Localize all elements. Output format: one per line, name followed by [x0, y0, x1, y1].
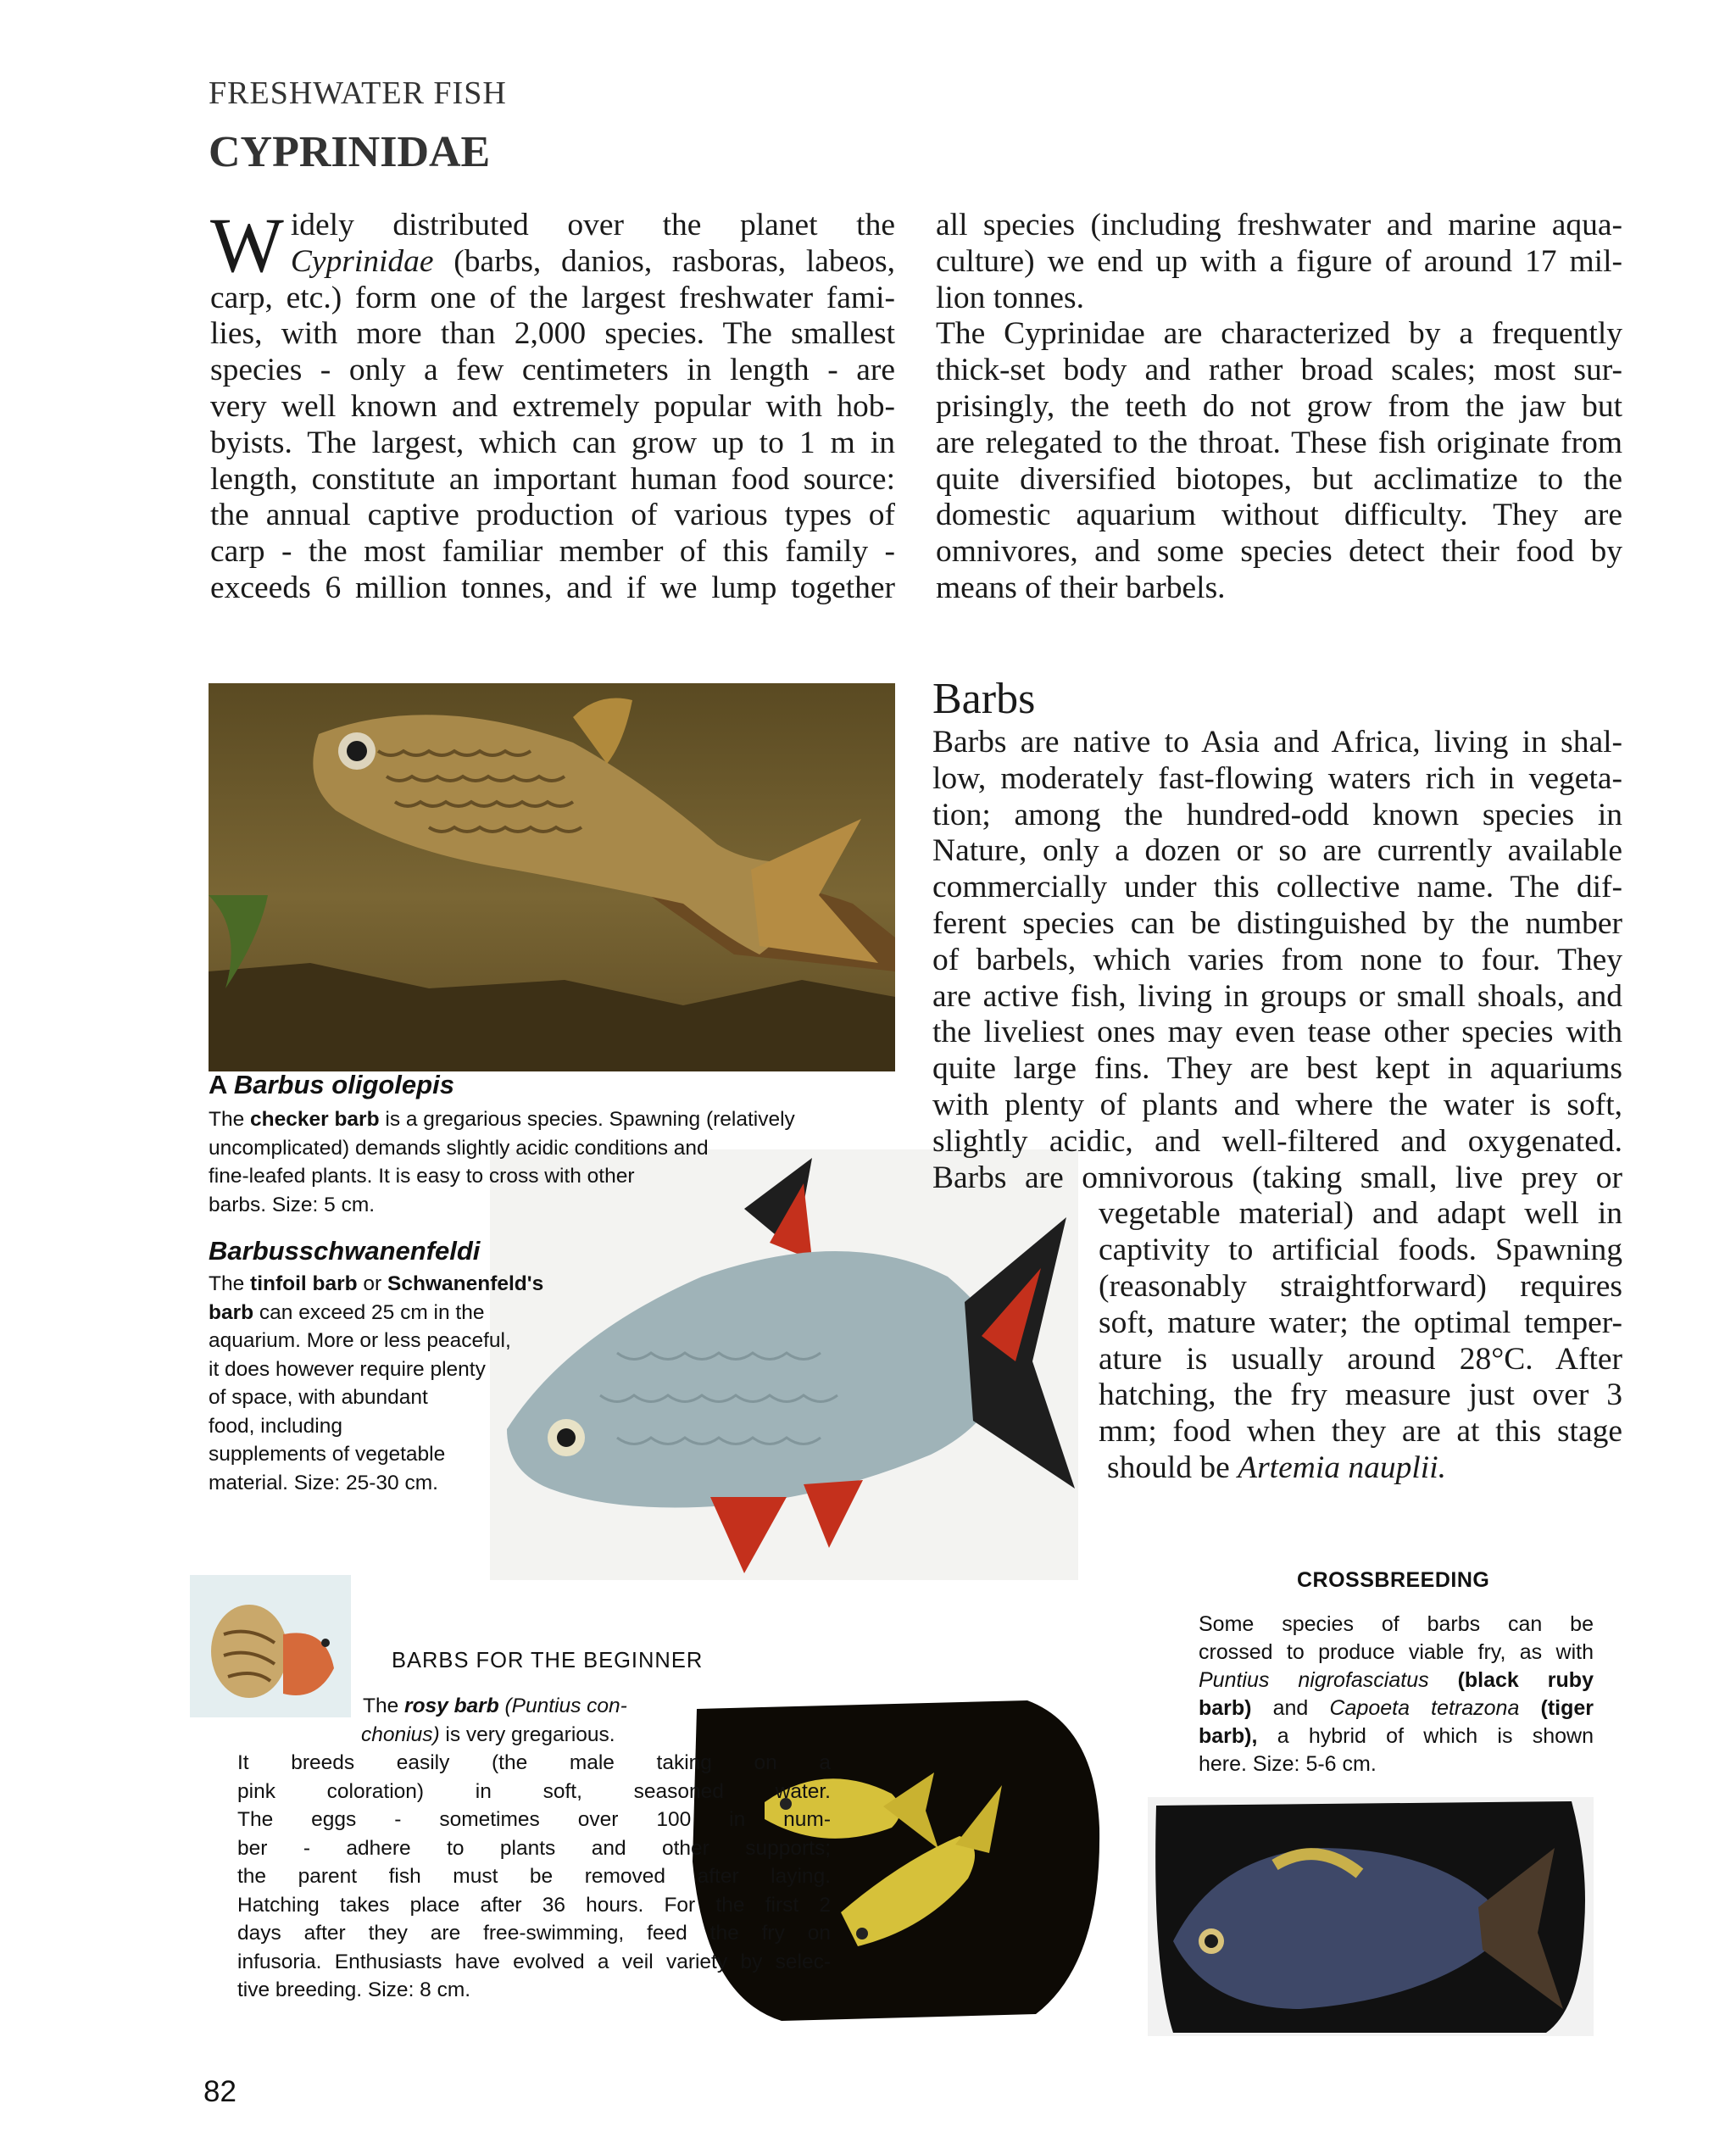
tinfoil-barb-caption [209, 1236, 598, 1497]
text-line: captivity to artificial foods. Spawning [1099, 1233, 1622, 1268]
caption-line [209, 1299, 598, 1327]
checker-barb-photo [209, 683, 895, 1071]
caption-title-prefix: A [209, 1070, 234, 1099]
caption-text: or [357, 1272, 388, 1295]
text-line: (reasonably straightforward) requires [1099, 1268, 1622, 1304]
text-line: Barbs are native to Asia and Africa, living in shal- [932, 725, 1622, 760]
text-line: hatching, the fry measure just over 3 [1099, 1377, 1622, 1413]
crossbreeding-caption [1199, 1611, 1594, 1778]
text-line: soft, mature water; the optimal temper- [1099, 1305, 1622, 1340]
caption-latin: chonius) [361, 1722, 440, 1746]
rosy-barb-caption [237, 1692, 831, 2005]
text-line: length, constitute an important human food source: [210, 461, 895, 497]
hybrid-barb-photo [1148, 1797, 1594, 2036]
caption-text: a hybrid of which is shown [1257, 1724, 1594, 1748]
text-line: the annual captive production of various types of [210, 498, 895, 533]
barbs-latin: Artemia nauplii. [1238, 1450, 1446, 1485]
caption-line [209, 1105, 853, 1134]
family-name-latin: Cyprinidae [290, 243, 434, 279]
text-line: quite large fins. They are best kept in aquariums [932, 1051, 1622, 1087]
text-line: thick-set body and rather broad scales; most sur- [936, 353, 1622, 388]
barbs-indented-lines [1099, 1196, 1622, 1450]
caption-line: supplements of vegetable [209, 1443, 446, 1466]
text-line: carp - the most familiar member of this family - [210, 534, 895, 570]
checker-barb-caption-title [209, 1070, 853, 1100]
text-line: It breeds easily (the male taking on a [237, 1751, 831, 1774]
barbs-last-line [1107, 1450, 1622, 1487]
text-line: Nature, only a dozen or so are currently available [932, 833, 1622, 869]
caption-line: aquarium. More or less peaceful, [209, 1329, 511, 1352]
text-line: The eggs - sometimes over 100 in num- [237, 1808, 831, 1831]
text-line: idely distributed over the planet the [290, 208, 895, 242]
text-line: culture) we end up with a figure of around 17 mil- [936, 243, 1622, 279]
text-line: Cyprinidae (barbs, danios, rasboras, labeos, [290, 243, 895, 279]
intro-left-lines [210, 202, 895, 607]
intro-right-lines [936, 208, 1622, 607]
text-line: mm; food when they are at this stage [1099, 1414, 1622, 1450]
caption-text: The [209, 1272, 251, 1295]
caption-latin: (Puntius con- [498, 1695, 627, 1717]
checker-barb-caption-body [209, 1105, 853, 1219]
text-line: vegetable material) and adapt well in [1099, 1196, 1622, 1232]
caption-text: The [209, 1108, 251, 1131]
chapter-title: CYPRINIDAE [209, 128, 491, 176]
text-line: low, moderately fast-flowing waters rich in vegeta- [932, 760, 1622, 796]
caption-common-name: checker barb [250, 1108, 380, 1131]
text-line: all species (including freshwater and marine aqua- [936, 208, 1622, 242]
caption-common-name: barb), [1199, 1724, 1258, 1748]
text-line: tion; among the hundred-odd known species in [932, 797, 1622, 832]
tinfoil-barb-caption-title: Barbusschwanenfeldi [209, 1236, 481, 1266]
caption-line [1199, 1667, 1594, 1695]
text-line: with plenty of plants and where the water is soft, [932, 1087, 1622, 1122]
text-line: pink coloration) in soft, seasoned water. [237, 1779, 831, 1803]
intro-right-column [936, 208, 1622, 607]
checker-barb-caption [209, 1070, 853, 1219]
caption-line: uncomplicated) demands slightly acidic conditions and [209, 1136, 709, 1160]
text-line: ferent species can be distinguished by the number [932, 905, 1622, 941]
text-line: domestic aquarium without difficulty. They are [936, 498, 1622, 533]
caption-common-name: rosy barb [404, 1695, 499, 1717]
caption-line: fine-leafed plants. It is easy to cross with other [209, 1165, 635, 1188]
barbs-lines [932, 725, 1622, 1196]
text-line: species - only a few centimeters in length - are [210, 353, 895, 388]
text-line: commercially under this collective name. The dif- [932, 870, 1622, 905]
caption-latin: Capoeta tetrazona [1329, 1696, 1520, 1720]
barbs-text: should be [1107, 1450, 1238, 1485]
text-line: ber - adhere to plants and other supports; [237, 1836, 831, 1860]
text-line: the parent fish must be removed after laying. [237, 1865, 831, 1888]
text-line: are relegated to the throat. These fish originate from [936, 425, 1622, 460]
caption-common-name: (black ruby [1428, 1668, 1594, 1692]
tinfoil-barb-caption-body [209, 1270, 598, 1497]
text-line: lion tonnes. [936, 280, 1084, 315]
caption-title-latin: Barbus oligolepis [233, 1070, 454, 1099]
caption-latin: Puntius nigrofasciatus [1199, 1668, 1429, 1692]
text-line: quite diversified biotopes, but acclimatize to the [936, 461, 1622, 497]
caption-common-name: Schwanenfeld's [387, 1272, 544, 1295]
caption-line [209, 1270, 598, 1299]
caption-text: and [1251, 1696, 1330, 1720]
text-line: omnivores, and some species detect their food by [936, 534, 1622, 570]
hybrid-barb-illustration [1148, 1797, 1594, 2036]
text-line: Barbs are omnivorous (taking small, live prey or [932, 1160, 1622, 1195]
text-line: are active fish, living in groups or small shoals, and [932, 978, 1622, 1014]
text-line: prisingly, the teeth do not grow from the jaw but [936, 388, 1622, 424]
caption-line: crossed to produce viable fry, as with [1199, 1640, 1594, 1664]
beginner-lines [237, 1749, 831, 2005]
caption-text: The [363, 1695, 405, 1717]
dropcap: W [210, 202, 284, 288]
caption-text: is very gregarious. [439, 1722, 615, 1746]
text-line: ature is usually around 28°C. After [1099, 1341, 1622, 1377]
caption-text: can exceed 25 cm in the [253, 1300, 485, 1324]
text-line: tive breeding. Size: 8 cm. [237, 1978, 471, 2001]
caption-line [1199, 1695, 1594, 1722]
caption-line: barbs. Size: 5 cm. [209, 1193, 376, 1216]
caption-common-name: barb) [1199, 1696, 1252, 1720]
caption-text: is a gregarious species. Spawning (relatively [379, 1108, 795, 1131]
text-line: byists. The largest, which can grow up to 1 m in [210, 425, 895, 460]
caption-line: here. Size: 5-6 cm. [1199, 1752, 1377, 1776]
barbs-body [932, 725, 1622, 1487]
text-line: days after they are free-swimming, feed the fry on [237, 1922, 831, 1945]
text-line: exceeds 6 million tonnes, and if we lump together [210, 570, 895, 605]
crossbreeding-heading: CROSSBREEDING [1297, 1568, 1490, 1592]
caption-line: of space, with abundant [209, 1386, 428, 1409]
text-line: slightly acidic, and well-filtered and oxygenated. [932, 1123, 1622, 1159]
text-line: Hatching takes place after 36 hours. For the first 2 [237, 1893, 831, 1917]
caption-line [361, 1721, 831, 1750]
caption-line: Some species of barbs can be [1199, 1612, 1594, 1636]
intro-left-column [210, 202, 895, 607]
caption-line [363, 1692, 831, 1721]
text-line: the liveliest ones may even tease other species with [932, 1015, 1622, 1050]
caption-line: it does however require plenty [209, 1357, 486, 1381]
caption-common-name: (tiger [1519, 1696, 1594, 1720]
barbs-heading: Barbs [932, 675, 1036, 723]
caption-common-name: tinfoil barb [250, 1272, 358, 1295]
caption-common-name: barb [209, 1300, 254, 1324]
caption-line [1199, 1722, 1594, 1750]
page-number: 82 [203, 2075, 236, 2108]
checker-barb-illustration [209, 683, 895, 1071]
text-line: of barbels, which varies from none to four. They [932, 942, 1622, 977]
text-line: The Cyprinidae are characterized by a frequently [936, 316, 1622, 352]
text-line: means of their barbels. [936, 570, 1226, 605]
text-line: infusoria. Enthusiasts have evolved a veil variety by selec- [237, 1950, 831, 1973]
text-line: very well known and extremely popular with hob- [210, 388, 895, 424]
text-line: carp, etc.) form one of the largest freshwater fami- [210, 280, 895, 315]
caption-line: food, including [209, 1414, 343, 1438]
caption-line: material. Size: 25-30 cm. [209, 1471, 438, 1494]
text-line: lies, with more than 2,000 species. The smallest [210, 316, 895, 352]
beginner-heading: BARBS FOR THE BEGINNER [392, 1649, 704, 1672]
section-label: FRESHWATER FISH [209, 75, 507, 111]
